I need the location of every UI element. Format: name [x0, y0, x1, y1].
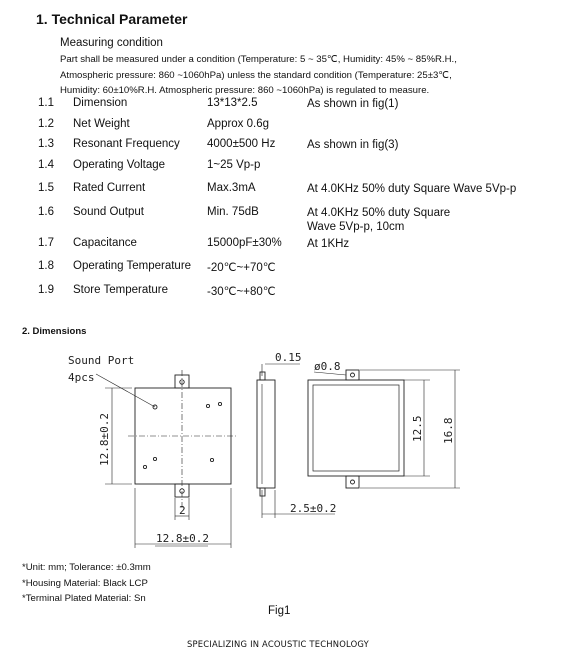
parameter-name: Store Temperature	[73, 284, 169, 296]
parameter-table	[38, 97, 547, 306]
parameter-note-line: At 1KHz	[307, 238, 350, 250]
parameter-note	[307, 138, 547, 159]
note-line: *Unit: mm; Tolerance: ±0.3mm	[22, 562, 151, 573]
parameter-note-line: Wave 5Vp-p, 10cm	[307, 221, 405, 233]
parameter-row	[38, 159, 547, 182]
parameter-note	[307, 159, 547, 182]
parameter-name: Rated Current	[73, 182, 146, 194]
parameter-value: Max.3mA	[207, 182, 256, 194]
notes-block	[22, 560, 151, 607]
parameter-number: 1.4	[38, 159, 54, 171]
parameter-value: 4000±500 Hz	[207, 138, 276, 150]
side-view-body	[257, 380, 275, 488]
label-width-bottom: 12.8±0.2	[156, 532, 209, 545]
parameter-number: 1.7	[38, 237, 54, 249]
parameter-row	[38, 206, 547, 237]
parameter-note	[307, 284, 547, 306]
parameter-name: Dimension	[73, 97, 128, 109]
label-inner-height: 12.5	[411, 415, 424, 442]
section-title-dimensions: 2. Dimensions	[22, 326, 87, 337]
condition-line: Part shall be measured under a condition (Temperature: 5 ~ 35℃, Humidity: 45% ~ 85%R.H.,	[60, 54, 457, 65]
parameter-number: 1.6	[38, 206, 54, 218]
parameter-note-line: As shown in fig(1)	[307, 98, 399, 110]
parameter-note-line: At 4.0KHz 50% duty Square	[307, 207, 451, 219]
note-line: *Terminal Plated Material: Sn	[22, 593, 146, 604]
parameter-row	[38, 284, 547, 306]
parameter-value: 13*13*2.5	[207, 97, 258, 109]
parameter-number: 1.3	[38, 138, 54, 150]
note-line: *Housing Material: Black LCP	[22, 577, 148, 589]
parameter-row	[38, 260, 547, 284]
parameter-name: Operating Temperature	[73, 260, 192, 272]
parameter-number: 1.2	[38, 118, 54, 130]
label-side-depth: 2.5±0.2	[290, 502, 337, 515]
parameter-name: Operating Voltage	[73, 159, 166, 171]
condition-line: Humidity: 60±10%R.H. Atmospheric pressure: 860 ~1060hPa) is regulated to measure.	[60, 85, 430, 96]
parameter-value: -30℃~+80℃	[207, 286, 276, 298]
parameter-note-line: At 4.0KHz 50% duty Square Wave 5Vp-p	[307, 183, 517, 195]
parameter-row	[38, 138, 547, 159]
parameter-name: Capacitance	[73, 237, 137, 249]
back-view-body	[308, 380, 404, 476]
parameter-note	[307, 206, 547, 237]
parameter-row	[38, 182, 547, 206]
parameter-row	[38, 97, 547, 118]
parameter-note-line: As shown in fig(3)	[307, 139, 399, 151]
parameter-value: 15000pF±30%	[207, 237, 282, 249]
label-overall-height: 16.8	[442, 417, 455, 444]
measuring-condition-label: Measuring condition	[60, 37, 163, 49]
parameter-name: Resonant Frequency	[73, 138, 180, 150]
parameter-value: -20℃~+70℃	[207, 262, 276, 274]
parameter-note	[307, 237, 547, 260]
parameter-number: 1.9	[38, 284, 54, 296]
parameter-value: Approx 0.6g	[207, 118, 270, 130]
parameter-note	[307, 97, 547, 118]
label-sound-port: Sound Port	[68, 354, 135, 367]
section-title-technical-parameter: 1. Technical Parameter	[36, 11, 188, 27]
parameter-value: Min. 75dB	[207, 206, 259, 218]
parameter-name: Sound Output	[73, 206, 144, 218]
parameter-row	[38, 237, 547, 260]
footer-tagline: SPECIALIZING IN ACOUSTIC TECHNOLOGY	[187, 639, 369, 649]
dimension-drawing	[0, 340, 576, 560]
parameter-note	[307, 182, 547, 206]
label-terminal-width: 2	[179, 504, 186, 517]
parameter-note	[307, 118, 547, 138]
measuring-condition-text	[60, 52, 560, 99]
figure-caption: Fig1	[268, 605, 291, 617]
condition-line: Atmospheric pressure: 860 ~1060hPa) unless the standard condition (Temperature: 25±3℃,	[60, 69, 452, 81]
parameter-note	[307, 260, 547, 284]
parameter-number: 1.5	[38, 182, 54, 194]
label-height-left: 12.8±0.2	[98, 413, 111, 466]
label-pcs: 4pcs	[68, 371, 95, 384]
parameter-row	[38, 118, 547, 138]
parameter-name: Net Weight	[73, 118, 130, 130]
label-thickness: 0.15	[275, 351, 302, 364]
label-hole-diameter: ø0.8	[314, 360, 341, 373]
parameter-number: 1.8	[38, 260, 54, 272]
parameter-value: 1~25 Vp-p	[207, 159, 261, 171]
parameter-number: 1.1	[38, 97, 54, 109]
